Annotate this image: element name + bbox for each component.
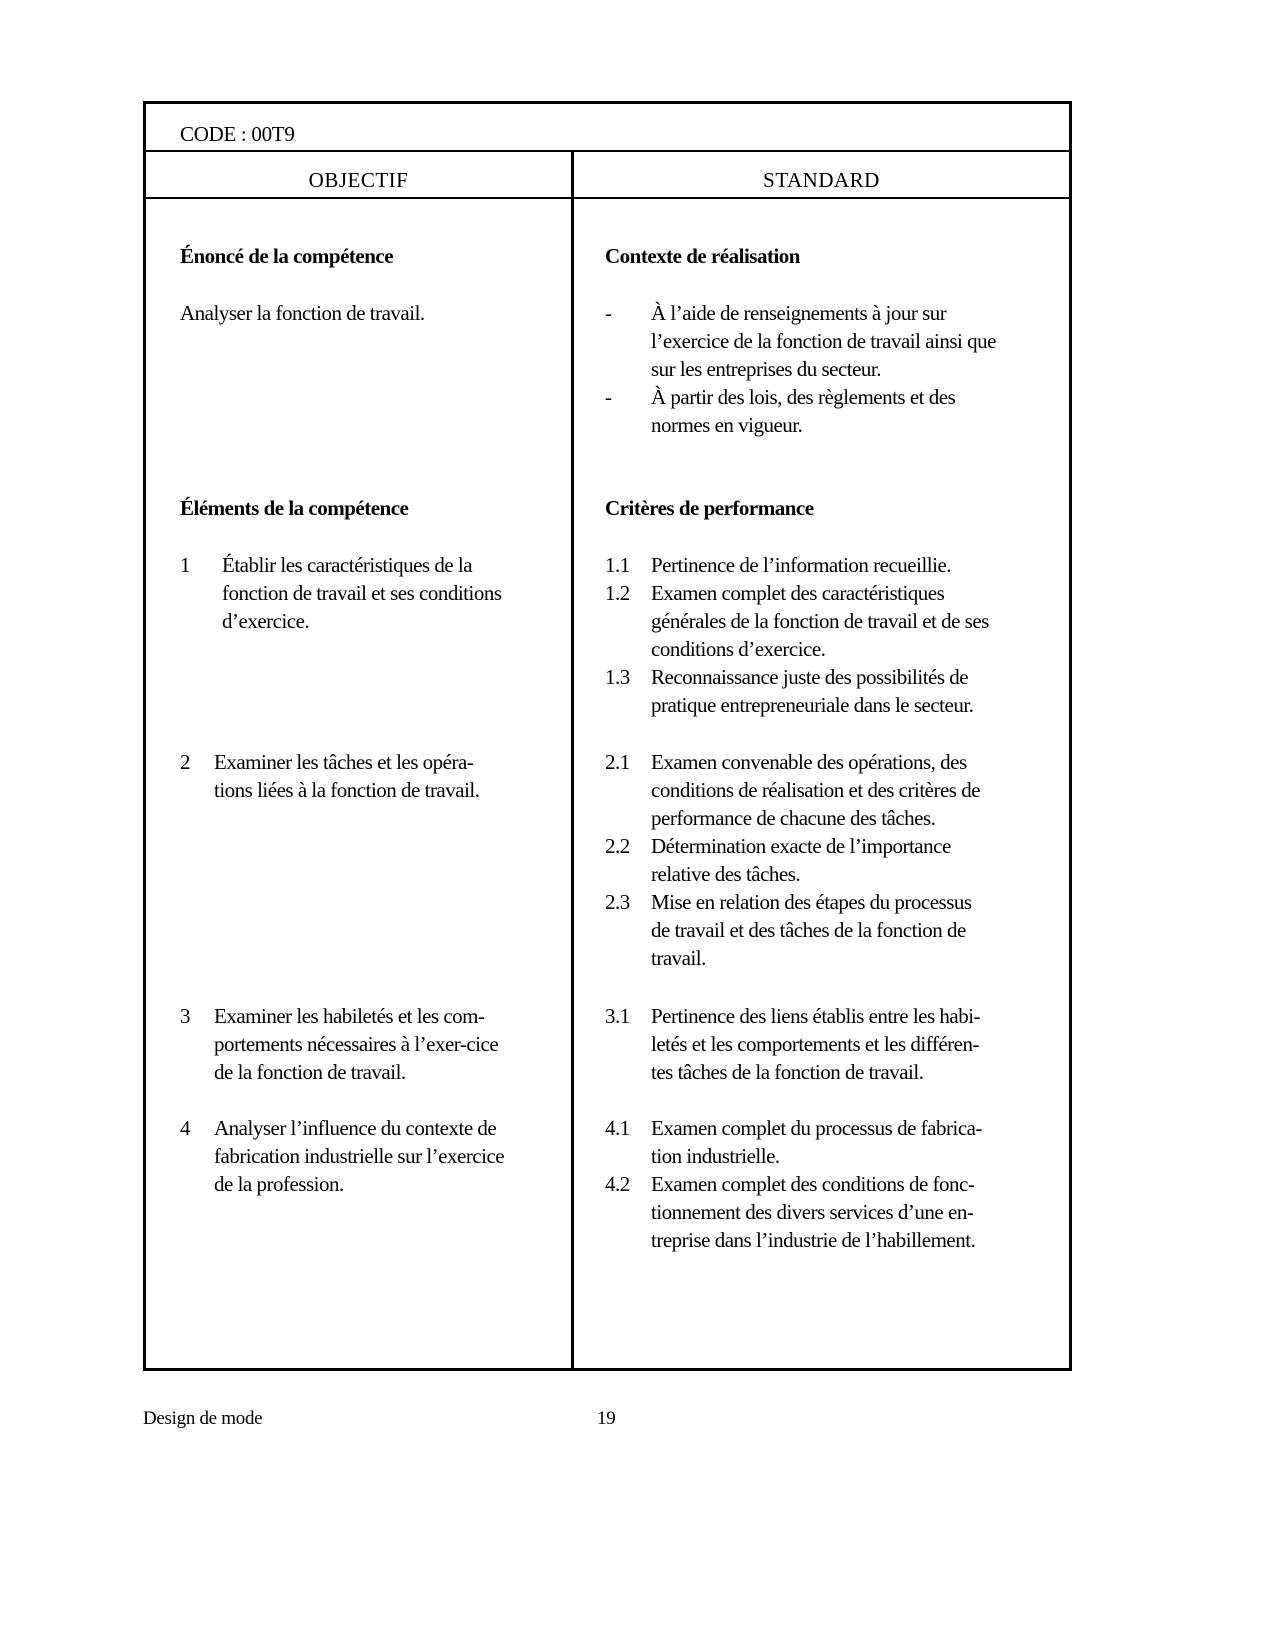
criterion-line: pratique entrepreneuriale dans le secteur.	[651, 693, 974, 717]
divider	[146, 197, 1069, 199]
element-line: Établir les caractéristiques de la	[222, 553, 473, 577]
criterion-number: 4.1	[605, 1116, 630, 1140]
code-label: CODE : 00T9	[180, 122, 295, 146]
element-line: tions liées à la fonction de travail.	[214, 778, 480, 802]
criterion-number: 2.2	[605, 834, 630, 858]
context-line: sur les entreprises du secteur.	[651, 357, 882, 381]
bullet-dash: -	[605, 385, 612, 409]
criterion-number: 4.2	[605, 1172, 630, 1196]
criterion-line: Pertinence de l’information recueillie.	[651, 553, 952, 577]
element-number: 1	[180, 553, 190, 577]
element-item	[180, 1114, 504, 1198]
criterion-item	[605, 832, 980, 888]
criterion-number: 1.1	[605, 553, 630, 577]
criteria-group-2	[605, 748, 980, 972]
criterion-item	[605, 1002, 980, 1086]
element-line: de la fonction de travail.	[214, 1060, 406, 1084]
context-line: l’exercice de la fonction de travail ainsi que	[651, 329, 996, 353]
element-item	[180, 1002, 498, 1086]
context-list	[605, 299, 996, 439]
statement-text: Analyser la fonction de travail.	[180, 301, 425, 325]
criterion-line: relative des tâches.	[651, 862, 801, 886]
context-item	[605, 383, 996, 439]
element-line: Analyser l’influence du contexte de	[214, 1116, 497, 1140]
element-line: fabrication industrielle sur l’exercice	[214, 1144, 505, 1168]
criterion-line: conditions d’exercice.	[651, 637, 826, 661]
criterion-line: Examen convenable des opérations, des	[651, 750, 967, 774]
footer-title: Design de mode	[143, 1408, 263, 1429]
criterion-line: Examen complet des conditions de fonc-	[651, 1172, 975, 1196]
criterion-line: Mise en relation des étapes du processus	[651, 890, 972, 914]
element-number: 4	[180, 1116, 190, 1140]
criterion-item	[605, 1170, 982, 1254]
header-standard: STANDARD	[763, 168, 880, 192]
criterion-line: tion industrielle.	[651, 1144, 780, 1168]
criterion-line: Reconnaissance juste des possibilités de	[651, 665, 969, 689]
criterion-item	[605, 748, 980, 832]
context-line: À partir des lois, des règlements et des	[651, 385, 956, 409]
criterion-line: treprise dans l’industrie de l’habillement.	[651, 1228, 976, 1252]
criterion-line: tionnement des divers services d’une en-	[651, 1200, 974, 1224]
criterion-line: performance de chacune des tâches.	[651, 806, 936, 830]
context-item	[605, 299, 996, 383]
context-line: normes en vigueur.	[651, 413, 803, 437]
page-number: 19	[597, 1408, 616, 1429]
criterion-item	[605, 551, 989, 579]
context-line: À l’aide de renseignements à jour sur	[651, 301, 947, 325]
divider	[146, 150, 1069, 152]
criterion-line: travail.	[651, 946, 706, 970]
criterion-item	[605, 1114, 982, 1170]
criterion-line: de travail et des tâches de la fonction de	[651, 918, 966, 942]
criterion-item	[605, 579, 989, 663]
criterion-line: Détermination exacte de l’importance	[651, 834, 951, 858]
criteria-heading: Critères de performance	[605, 496, 814, 520]
header-objectif: OBJECTIF	[308, 168, 409, 192]
element-line: portements nécessaires à l’exer-cice	[214, 1032, 499, 1056]
bullet-dash: -	[605, 301, 612, 325]
element-line: d’exercice.	[222, 609, 310, 633]
element-item	[180, 551, 502, 635]
elements-heading: Éléments de la compétence	[180, 496, 409, 520]
element-line: Examiner les tâches et les opéra-	[214, 750, 474, 774]
element-item	[180, 748, 480, 804]
criterion-line: Examen complet du processus de fabrica-	[651, 1116, 982, 1140]
criterion-number: 1.3	[605, 665, 630, 689]
criterion-line: Examen complet des caractéristiques	[651, 581, 945, 605]
criterion-item	[605, 663, 989, 719]
criterion-line: letés et les comportements et les différen-	[651, 1032, 979, 1056]
criterion-line: générales de la fonction de travail et de ses	[651, 609, 989, 633]
element-line: Examiner les habiletés et les com-	[214, 1004, 485, 1028]
criteria-group-4	[605, 1114, 982, 1254]
criteria-group-1	[605, 551, 989, 719]
criterion-line: tes tâches de la fonction de travail.	[651, 1060, 924, 1084]
element-line: fonction de travail et ses conditions	[222, 581, 502, 605]
element-number: 3	[180, 1004, 190, 1028]
criterion-line: conditions de réalisation et des critères de	[651, 778, 981, 802]
criterion-number: 2.3	[605, 890, 630, 914]
column-divider	[571, 151, 574, 1368]
criterion-number: 1.2	[605, 581, 630, 605]
criterion-line: Pertinence des liens établis entre les habi-	[651, 1004, 981, 1028]
element-number: 2	[180, 750, 190, 774]
criteria-group-3	[605, 1002, 980, 1086]
criterion-number: 2.1	[605, 750, 630, 774]
statement-heading: Énoncé de la compétence	[180, 244, 394, 268]
criterion-number: 3.1	[605, 1004, 630, 1028]
context-heading: Contexte de réalisation	[605, 244, 800, 268]
criterion-item	[605, 888, 980, 972]
element-line: de la profession.	[214, 1172, 344, 1196]
